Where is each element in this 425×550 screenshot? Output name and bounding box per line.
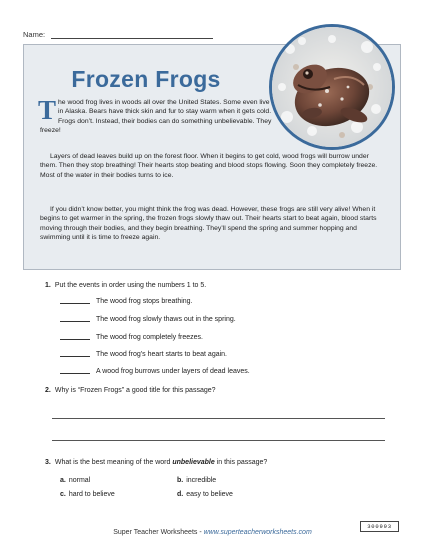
choice-d[interactable] (177, 491, 233, 498)
answer-blank[interactable] (60, 321, 90, 322)
passage-paragraph-1 (38, 95, 272, 135)
frog-photo-icon (269, 24, 395, 150)
question-3 (45, 459, 267, 466)
answer-blank[interactable] (60, 339, 90, 340)
question-2 (45, 387, 216, 394)
event-item (60, 316, 236, 323)
event-text: The wood frog stops breathing. (96, 298, 193, 305)
event-text: The wood frog slowly thaws out in the spring. (96, 316, 236, 323)
question-number: 2. (45, 387, 51, 394)
event-text: The wood frog completely freezes. (96, 334, 203, 341)
question-number: 1. (45, 282, 51, 289)
event-item (60, 368, 250, 375)
choice-text: hard to believe (68, 491, 115, 498)
event-text: A wood frog burrows under layers of dead leaves. (96, 368, 250, 375)
choice-text: incredible (186, 477, 217, 484)
event-item (60, 351, 227, 358)
footer (0, 529, 425, 536)
choice-letter: c. (60, 491, 66, 498)
passage-title: Frozen Frogs (71, 66, 221, 92)
drop-cap: T (38, 95, 57, 125)
footer-brand: Super Teacher Worksheets - (113, 529, 204, 536)
passage-paragraph-3: If you didn’t know better, you might think the frog was dead. However, these frogs are still very alive! When it begins to get warmer in the spring, the frozen frogs slowly thaw out. Their hearts start to beat again, blood starts moving through their bodies, and they begin breathing. They’ll spend the spring and summer hopping and swimming until it is time to freeze again. (40, 206, 377, 241)
name-label: Name: (23, 30, 46, 39)
answer-line[interactable] (52, 418, 385, 419)
passage-paragraph-1-text: he wood frog lives in woods all over the United States. Some even live in Alaska. Bears have thick skin and fur to stay warm when it gets cold. Frogs don’t. Instead, their bodies can do something unbelievable. They freeze! (40, 99, 272, 134)
question-prompt: Why is “Frozen Frogs” a good title for this passage? (54, 387, 216, 394)
question-1 (45, 282, 206, 289)
question-keyword: unbelievable (172, 459, 215, 466)
passage-paragraph-2: Layers of dead leaves build up on the forest floor. When it begins to get cold, wood frogs will burrow under them. Then they stop breathing! Their hearts stop beating and blood stops flowing. Soon they completely freeze. Most of the water in their bodies turns to ice. (40, 153, 378, 179)
question-prompt: Put the events in order using the numbers 1 to 5. (54, 282, 207, 289)
question-prompt-start: What is the best meaning of the word (54, 459, 173, 466)
question-prompt-end: in this passage? (214, 459, 268, 466)
choice-text: normal (68, 477, 91, 484)
name-blank-line[interactable] (51, 38, 213, 39)
event-item (60, 298, 193, 305)
event-item (60, 334, 203, 341)
worksheet-code: 300993 (360, 521, 399, 532)
footer-url-link[interactable]: www.superteacherworksheets.com (203, 529, 312, 536)
answer-blank[interactable] (60, 373, 90, 374)
answer-blank[interactable] (60, 356, 90, 357)
choice-letter: d. (177, 491, 184, 498)
choice-text: easy to believe (186, 491, 233, 498)
choice-b[interactable] (177, 477, 216, 484)
question-number: 3. (45, 459, 51, 466)
choice-letter: b. (177, 477, 184, 484)
choice-a[interactable] (60, 477, 90, 484)
answer-blank[interactable] (60, 303, 90, 304)
choice-c[interactable] (60, 491, 115, 498)
answer-line[interactable] (52, 440, 385, 441)
event-text: The wood frog’s heart starts to beat again. (96, 351, 228, 358)
choice-letter: a. (60, 477, 66, 484)
